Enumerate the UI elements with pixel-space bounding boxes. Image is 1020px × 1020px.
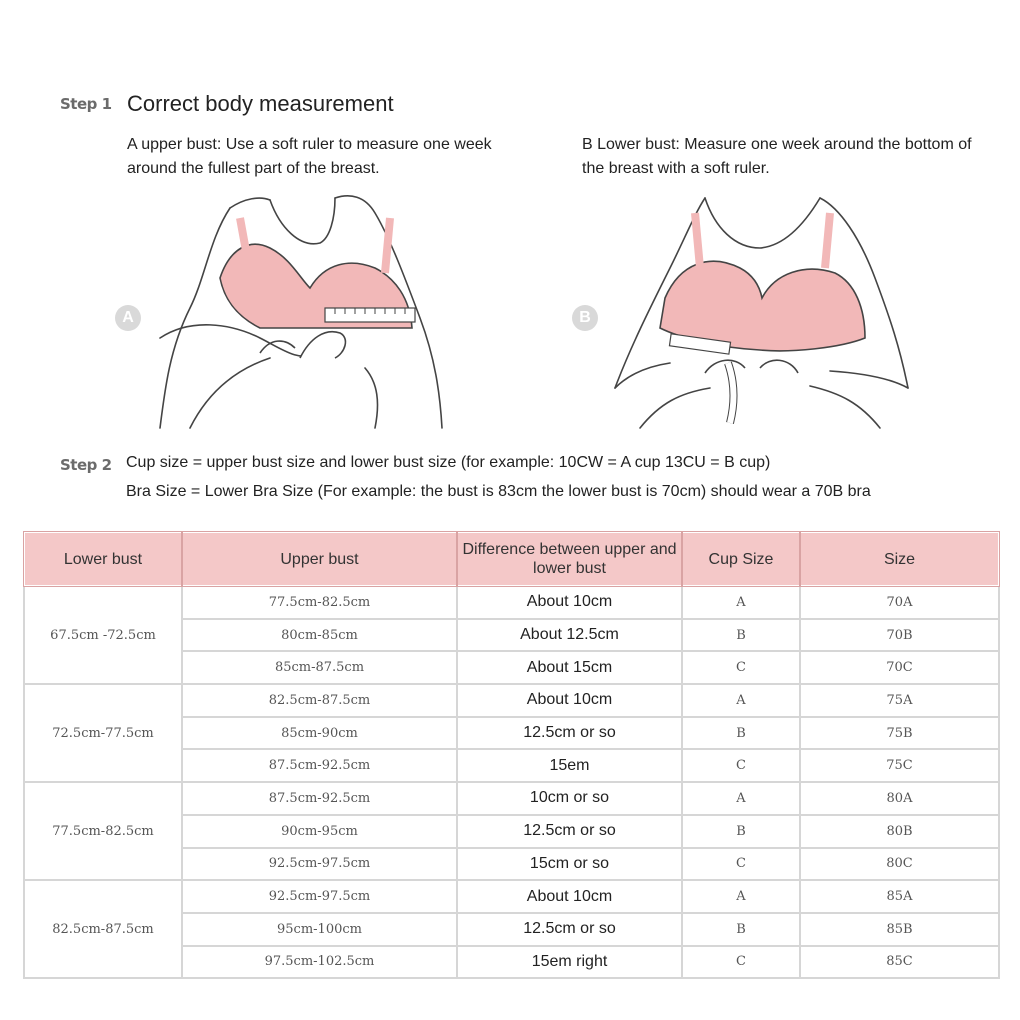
size-cell: 85C — [800, 946, 999, 979]
size-cell: 75A — [800, 684, 999, 717]
size-chart-table — [23, 531, 1000, 979]
difference-cell: About 15cm — [457, 651, 682, 684]
size-cell: 80C — [800, 848, 999, 881]
cup-size-cell: C — [682, 651, 800, 684]
step2-label: Step 2 — [60, 456, 112, 474]
lower-bust-cell: 67.5cm -72.5cm — [24, 586, 182, 684]
bra-size-formula: Bra Size = Lower Bra Size (For example: the bust is 83cm the lower bust is 70cm) should wear a 70B bra — [126, 483, 871, 500]
cup-size-cell: A — [682, 782, 800, 815]
cup-size-cell: B — [682, 619, 800, 652]
step1-label: Step 1 — [60, 95, 112, 113]
upper-bust-cell: 87.5cm-92.5cm — [182, 749, 457, 782]
cup-size-cell: C — [682, 848, 800, 881]
upper-bust-cell: 92.5cm-97.5cm — [182, 848, 457, 881]
difference-cell: 15em — [457, 749, 682, 782]
size-cell: 70A — [800, 586, 999, 619]
size-cell: 75B — [800, 717, 999, 750]
size-cell: 85B — [800, 913, 999, 946]
badge-b: B — [572, 305, 598, 331]
lower-bust-cell: 72.5cm-77.5cm — [24, 684, 182, 782]
step1-title: Correct body measurement — [127, 91, 394, 116]
cup-size-cell: C — [682, 749, 800, 782]
size-cell: 70B — [800, 619, 999, 652]
upper-bust-cell: 80cm-85cm — [182, 619, 457, 652]
cup-size-cell: A — [682, 586, 800, 619]
upper-bust-cell: 90cm-95cm — [182, 815, 457, 848]
cup-size-cell: A — [682, 684, 800, 717]
header-lower-bust: Lower bust — [24, 532, 182, 586]
table-row — [24, 782, 999, 815]
header-upper-bust: Upper bust — [182, 532, 457, 586]
size-cell: 80A — [800, 782, 999, 815]
size-cell: 70C — [800, 651, 999, 684]
cup-size-cell: C — [682, 946, 800, 979]
table-header-row — [24, 532, 999, 586]
cup-size-cell: B — [682, 717, 800, 750]
header-cup-size: Cup Size — [682, 532, 800, 586]
difference-cell: 15em right — [457, 946, 682, 979]
difference-cell: 12.5cm or so — [457, 913, 682, 946]
table-row — [24, 586, 999, 619]
upper-bust-description: A upper bust: Use a soft ruler to measure one week around the fullest part of the breast. — [127, 136, 492, 177]
upper-bust-illustration — [150, 188, 450, 430]
badge-a: A — [115, 305, 141, 331]
size-cell: 75C — [800, 749, 999, 782]
difference-cell: 10cm or so — [457, 782, 682, 815]
difference-cell: About 10cm — [457, 880, 682, 913]
upper-bust-cell: 85cm-90cm — [182, 717, 457, 750]
size-cell: 80B — [800, 815, 999, 848]
cup-size-cell: B — [682, 913, 800, 946]
lower-bust-description: B Lower bust: Measure one week around the bottom of the breast with a soft ruler. — [582, 136, 972, 177]
upper-bust-cell: 95cm-100cm — [182, 913, 457, 946]
difference-cell: 15cm or so — [457, 848, 682, 881]
measuring-tape-a — [325, 308, 415, 322]
table-body — [24, 586, 999, 978]
difference-cell: 12.5cm or so — [457, 717, 682, 750]
upper-bust-cell: 87.5cm-92.5cm — [182, 782, 457, 815]
upper-bust-cell: 85cm-87.5cm — [182, 651, 457, 684]
lower-bust-cell: 77.5cm-82.5cm — [24, 782, 182, 880]
upper-bust-cell: 77.5cm-82.5cm — [182, 586, 457, 619]
difference-cell: About 10cm — [457, 586, 682, 619]
lower-bust-cell: 82.5cm-87.5cm — [24, 880, 182, 978]
cup-size-formula: Cup size = upper bust size and lower bust size (for example: 10CW = A cup 13CU = B cup) — [126, 454, 771, 471]
lower-bust-illustration — [610, 188, 910, 430]
upper-bust-cell: 97.5cm-102.5cm — [182, 946, 457, 979]
difference-cell: 12.5cm or so — [457, 815, 682, 848]
size-cell: 85A — [800, 880, 999, 913]
upper-bust-cell: 82.5cm-87.5cm — [182, 684, 457, 717]
cup-size-cell: B — [682, 815, 800, 848]
difference-cell: About 10cm — [457, 684, 682, 717]
table-row — [24, 684, 999, 717]
cup-size-cell: A — [682, 880, 800, 913]
header-difference: Difference between upper and lower bust — [457, 532, 682, 586]
difference-cell: About 12.5cm — [457, 619, 682, 652]
header-size: Size — [800, 532, 999, 586]
table-row — [24, 880, 999, 913]
upper-bust-cell: 92.5cm-97.5cm — [182, 880, 457, 913]
